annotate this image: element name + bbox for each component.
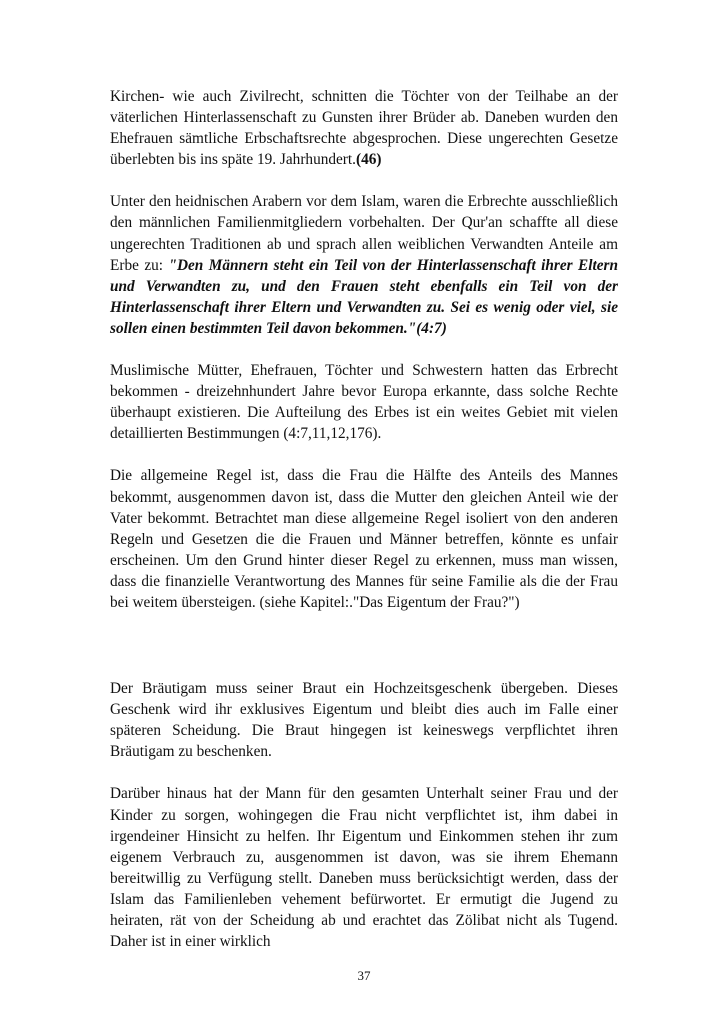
paragraph-husband-maintenance: Darüber hinaus hat der Mann für den gesamten Unterhalt seiner Frau und der Kinder zu sorgen, wohingegen die Frau nicht verpflichtet ist, ihm dabei in irgendeiner Hinsicht zu helfen. Ihr Eigentum und Einkommen stehen ihr zum eigenem Verbrauch zu, ausgenommen ist davon, was sie ihrem Ehemann bereitwillig zu Verfügung stellt. Daneben muss berücksichtigt werden, dass der Islam das Familienleben vehement befürwortet. Er ermutigt die Jugend zu heiraten, rät von der Scheidung ab und erachtet das Zölibat nicht als Tugend. Daher ist in einer wirklich (110, 785, 618, 951)
paragraph-wedding-gift: Der Bräutigam muss seiner Braut ein Hochzeitsgeschenk übergeben. Dieses Geschenk wird ihr exklusives Eigentum und bleibt dies auch im Falle einer späteren Scheidung. Die Braut hingegen ist keineswegs verpflichtet ihren Bräutigam zu beschenken. (110, 680, 618, 761)
paragraph-spacer (110, 339, 618, 360)
paragraph-muslim-women-inheritance: Muslimische Mütter, Ehefrauen, Töchter und Schwestern hatten das Erbrecht bekommen - dreizehnhundert Jahre bevor Europa erkannte, dass solche Rechte überhaupt existieren. Die Aufteilung des Erbes ist ein weites Gebiet mit vielen detaillierten Bestimmungen (4:7,11,12,176). (110, 362, 618, 443)
footnote-reference: (46) (355, 151, 382, 169)
paragraph-inheritance-church-law (110, 86, 618, 170)
page-number: 37 (357, 968, 371, 983)
paragraph-pre-islamic-arabs (110, 191, 618, 339)
paragraph-text: Unter den heidnischen Arabern vor dem Islam, waren die Erbrechte ausschließlich den männlichen Familienmitgliedern vorbehalten. Der Qur'an schaffte all diese ungerechten Traditionen ab und sprach allen weiblichen Verwandten Anteile am Erbe zu: (110, 193, 618, 274)
quran-quote: "Den Männern steht ein Teil von der Hinterlassenschaft ihrer Eltern und Verwandten zu, und den Frauen steht ebenfalls ein Teil von der Hinterlassenschaft ihrer Eltern und Verwandten zu. Sei es wenig oder viel, sie sollen einen bestimmten Teil davon bekommen."(4:7) (110, 256, 619, 337)
paragraph-spacer (110, 444, 618, 465)
paragraph-text: Kirchen- wie auch Zivilrecht, schnitten die Töchter von der Teilhabe an der väterlichen Hinterlassenschaft zu Gunsten ihrer Brüder ab. Daneben wurden den Ehefrauen sämtliche Erbschaftsrechte abgesprochen. Diese ungerechten Gesetze überlebten bis ins späte 19. Jahrhundert. (110, 88, 618, 169)
page-body (110, 86, 618, 952)
paragraph-general-rule: Die allgemeine Regel ist, dass die Frau die Hälfte des Anteils des Mannes bekommt, ausgenommen davon ist, dass die Mutter den gleichen Anteil wie der Vater bekommt. Betrachtet man diese allgemeine Regel isoliert von den anderen Regeln und Gesetzen die die Frauen und Männer betreffen, könnte es unfair erscheinen. Um den Grund hinter dieser Regel zu erkennen, muss man wissen, dass die finanzielle Verantwortung des Mannes für seine Familie als die der Frau bei weitem übersteigen. (siehe Kapitel:."Das Eigentum der Frau?") (110, 467, 618, 611)
paragraph-spacer (110, 762, 618, 783)
section-spacer (110, 613, 618, 678)
paragraph-spacer (110, 170, 618, 191)
